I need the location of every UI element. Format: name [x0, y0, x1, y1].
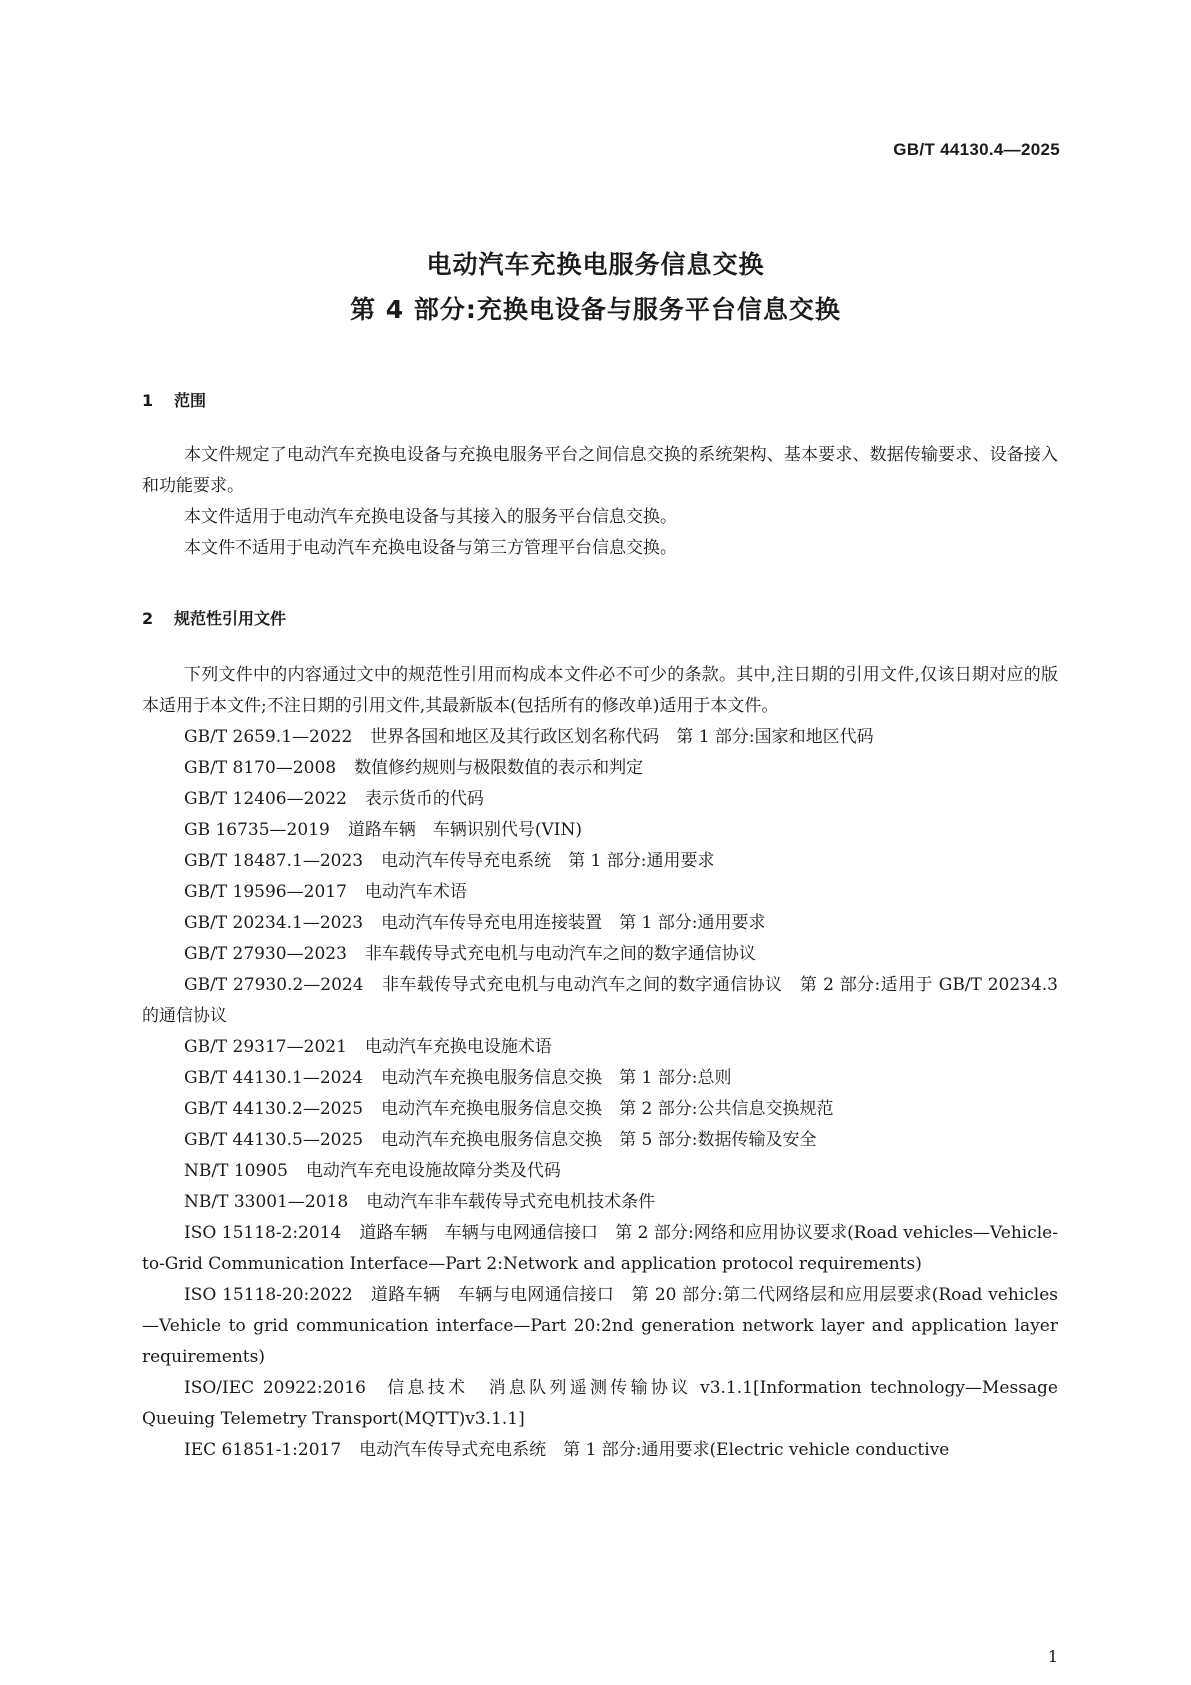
reference-title: 世界各国和地区及其行政区划名称代码 第 1 部分:国家和地区代码: [370, 727, 874, 747]
reference-code: GB/T 18487.1—2023: [184, 851, 364, 871]
document-title-line1: 电动汽车充换电服务信息交换: [426, 250, 765, 279]
reference-code: GB/T 20234.1—2023: [184, 913, 364, 933]
reference-item: [142, 1187, 1058, 1218]
reference-item: [142, 1032, 1058, 1063]
reference-title: 电动汽车充电设施故障分类及代码: [305, 1161, 561, 1181]
reference-code: GB/T 8170—2008: [184, 758, 337, 778]
reference-title: 道路车辆 车辆与电网通信接口 第 20 部分:第二代网络层和应用层要求(Road vehicles—Vehicle to grid communication interface—Part 20:2nd generation network layer and application layer requirements): [142, 1285, 1058, 1367]
reference-code: ISO 15118-20:2022: [184, 1285, 353, 1305]
reference-code: GB/T 29317—2021: [184, 1037, 347, 1057]
scope-paragraph: 本文件规定了电动汽车充换电设备与充换电服务平台之间信息交换的系统架构、基本要求、数据传输要求、设备接入和功能要求。: [142, 445, 1058, 496]
normative-intro: 下列文件中的内容通过文中的规范性引用而构成本文件必不可少的条款。其中,注日期的引用文件,仅该日期对应的版本适用于本文件;不注日期的引用文件,其最新版本(包括所有的修改单)适用于本文件。: [142, 665, 1058, 716]
section-1-heading: [142, 388, 206, 411]
reference-item: [142, 1063, 1058, 1094]
reference-title: 信息技术 消息队列遥测传输协议 v3.1.1[Information technology—Message Queuing Telemetry Transport(MQTT)v3.1.1]: [142, 1378, 1058, 1429]
document-title-line2: 第 4 部分:充换电设备与服务平台信息交换: [350, 295, 841, 324]
section-1-title: 范围: [174, 391, 207, 410]
reference-item: [142, 722, 1058, 753]
reference-title: 表示货币的代码: [364, 789, 484, 809]
reference-list: [142, 722, 1058, 1466]
reference-code: GB/T 44130.2—2025: [184, 1099, 364, 1119]
section-1-body: [142, 440, 1058, 564]
reference-item: [142, 939, 1058, 970]
reference-code: ISO/IEC 20922:2016: [184, 1378, 366, 1398]
reference-code: IEC 61851-1:2017: [184, 1440, 342, 1460]
reference-code: GB/T 2659.1—2022: [184, 727, 353, 747]
reference-title: 电动汽车充换电服务信息交换 第 1 部分:总则: [381, 1068, 732, 1088]
reference-code: GB/T 27930—2023: [184, 944, 347, 964]
reference-code: GB/T 27930.2—2024: [184, 975, 364, 995]
reference-title: 电动汽车传导充电系统 第 1 部分:通用要求: [381, 851, 715, 871]
reference-item: [142, 1280, 1058, 1373]
reference-item: [142, 970, 1058, 1032]
reference-item: [142, 815, 1058, 846]
reference-item: [142, 753, 1058, 784]
reference-code: GB 16735—2019: [184, 820, 330, 840]
reference-title: 电动汽车非车载传导式充电机技术条件: [366, 1192, 656, 1212]
reference-code: NB/T 10905: [184, 1161, 288, 1181]
section-2-heading: [142, 606, 286, 629]
reference-item: [142, 877, 1058, 908]
standard-code: GB/T 44130.4—2025: [893, 140, 1060, 159]
reference-title: 电动汽车术语: [364, 882, 467, 902]
reference-title: 电动汽车充换电服务信息交换 第 2 部分:公共信息交换规范: [381, 1099, 834, 1119]
reference-code: ISO 15118-2:2014: [184, 1223, 342, 1243]
reference-title: 电动汽车传导式充电系统 第 1 部分:通用要求(Electric vehicle conductive: [359, 1440, 950, 1460]
reference-item: [142, 1125, 1058, 1156]
reference-code: GB/T 19596—2017: [184, 882, 347, 902]
reference-title: 非车载传导式充电机与电动汽车之间的数字通信协议 第 2 部分:适用于 GB/T 20234.3 的通信协议: [142, 975, 1058, 1026]
reference-item: [142, 846, 1058, 877]
section-2-title: 规范性引用文件: [174, 609, 287, 628]
reference-title: 数值修约规则与极限数值的表示和判定: [354, 758, 644, 778]
reference-code: NB/T 33001—2018: [184, 1192, 349, 1212]
reference-item: [142, 1094, 1058, 1125]
section-2-number: 2: [142, 609, 154, 628]
section-1-number: 1: [142, 391, 154, 410]
reference-title: 道路车辆 车辆与电网通信接口 第 2 部分:网络和应用协议要求(Road vehicles—Vehicle-to-Grid Communication Interface—Part 2:Network and application protocol requirements): [142, 1223, 1058, 1274]
reference-code: GB/T 44130.5—2025: [184, 1130, 364, 1150]
reference-title: 电动汽车充换电设施术语: [364, 1037, 552, 1057]
reference-title: 电动汽车充换电服务信息交换 第 5 部分:数据传输及安全: [381, 1130, 817, 1150]
reference-code: GB/T 12406—2022: [184, 789, 347, 809]
reference-item: [142, 1435, 1058, 1466]
scope-paragraph: 本文件适用于电动汽车充换电设备与其接入的服务平台信息交换。: [184, 507, 677, 527]
reference-item: [142, 1218, 1058, 1280]
page-number: 1: [1047, 1647, 1058, 1666]
reference-title: 道路车辆 车辆识别代号(VIN): [347, 820, 582, 840]
reference-item: [142, 908, 1058, 939]
section-2-body: [142, 660, 1058, 1466]
reference-item: [142, 1156, 1058, 1187]
reference-item: [142, 1373, 1058, 1435]
reference-code: GB/T 44130.1—2024: [184, 1068, 364, 1088]
scope-paragraph: 本文件不适用于电动汽车充换电设备与第三方管理平台信息交换。: [184, 538, 677, 558]
reference-title: 电动汽车传导充电用连接装置 第 1 部分:通用要求: [381, 913, 766, 933]
reference-item: [142, 784, 1058, 815]
reference-title: 非车载传导式充电机与电动汽车之间的数字通信协议: [364, 944, 756, 964]
